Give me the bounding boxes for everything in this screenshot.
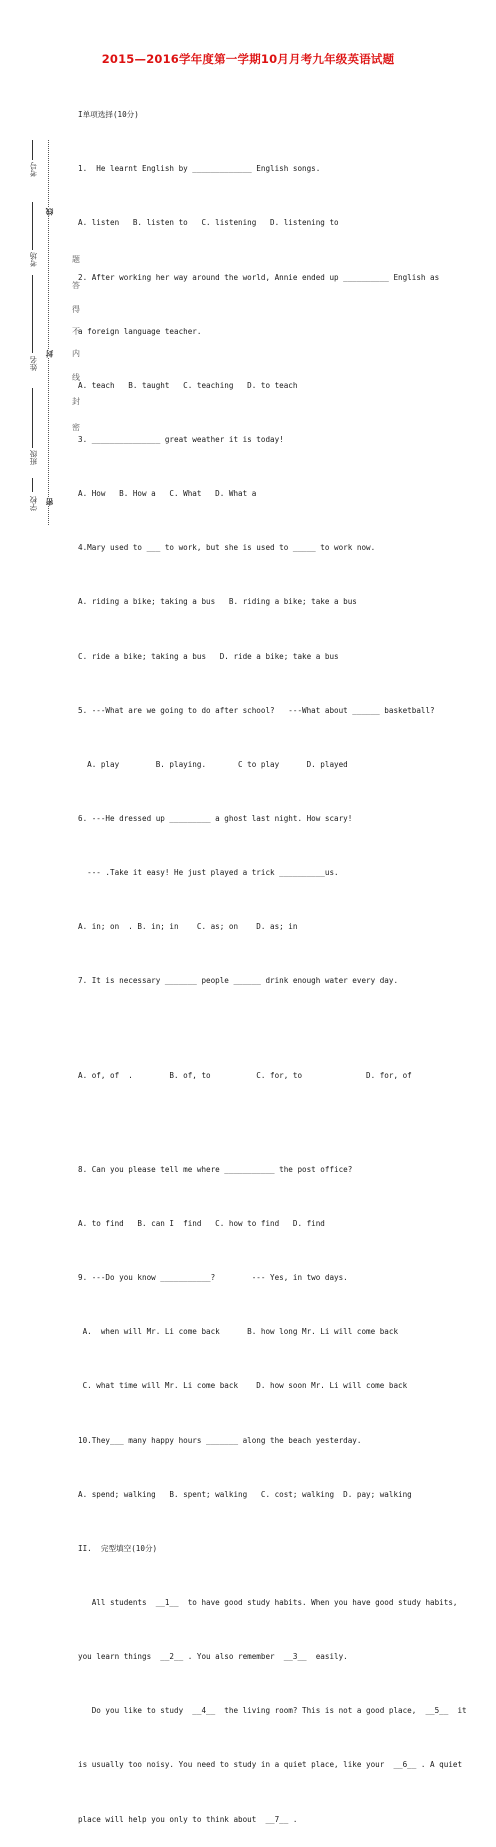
options-line: A. when will Mr. Li come back B. how long Mr. Li will come back [78, 1327, 399, 1337]
label-xingming: 姓名 [29, 356, 38, 371]
spacer [78, 1026, 473, 1030]
seal-dotted-line [48, 140, 49, 525]
question-line: a foreign language teacher. [78, 326, 202, 336]
seal-xian: 线 [45, 208, 54, 216]
underline [32, 202, 33, 250]
question-line: 10.They___ many happy hours _______ along the beach yesterday. [78, 1435, 362, 1445]
options-line: A. in; on . B. in; in C. as; on D. as; in [78, 922, 298, 932]
question-line: 7. It is necessary _______ people ______ drink enough water every day. [78, 976, 399, 986]
seal-char: 线 [72, 373, 80, 382]
question-line: 8. Can you please tell me where ___________ the post office? [78, 1164, 353, 1174]
options-line: A. listen B. listen to C. listening D. listening to [78, 218, 339, 228]
seal-char: 不 [72, 327, 80, 336]
section-heading: I单项选择(10分) [78, 110, 139, 120]
underline [32, 275, 33, 353]
options-line: A. How B. How a C. What D. What a [78, 489, 257, 499]
binding-margin [14, 140, 80, 680]
question-line: 4.Mary used to ___ to work, but she is used to _____ to work now. [78, 543, 376, 553]
exam-body [78, 70, 473, 1847]
options-line: A. play B. playing. C to play D. played [78, 759, 348, 769]
passage-line: Do you like to study __4__ the living room? This is not a good place, __5__ it [78, 1706, 467, 1716]
passage-line: you learn things __2__ . You also remember __3__ easily. [78, 1652, 348, 1662]
passage-line: place will help you only to think about __7__ . [78, 1814, 298, 1824]
label-xuexiao: 学校 [29, 496, 38, 511]
seal-char: 内 [72, 349, 80, 358]
options-line: A. of, of . B. of, to C. for, to D. for, of [78, 1070, 412, 1080]
section-heading: II. 完型填空(10分) [78, 1543, 158, 1553]
seal-mi: 密 [45, 498, 54, 506]
question-line: 2. After working her way around the world, Annie ended up __________ English as [78, 272, 440, 282]
underline [32, 140, 33, 160]
spacer [78, 1121, 473, 1125]
options-line: A. spend; walking B. spent; walking C. cost; walking D. pay; walking [78, 1489, 412, 1499]
passage-line: is usually too noisy. You need to study in a quiet place, like your __6__ . A quiet [78, 1760, 463, 1770]
question-line: 1. He learnt English by _____________ English songs. [78, 164, 321, 174]
seal-char: 答 [72, 281, 80, 290]
underline [32, 388, 33, 448]
label-kaochang: 考场 [29, 252, 38, 267]
seal-char: 题 [72, 255, 80, 264]
options-line: C. ride a bike; taking a bus D. ride a bike; take a bus [78, 651, 339, 661]
question-line: 5. ---What are we going to do after school? ---What about ______ basketball? [78, 705, 435, 715]
passage-line: All students __1__ to have good study habits. When you have good study habits, [78, 1597, 458, 1607]
question-line: --- .Take it easy! He just played a trick __________us. [78, 868, 339, 878]
label-kaohao: 考号 [29, 162, 38, 177]
seal-char: 封 [72, 397, 80, 406]
seal-char: 密 [72, 423, 80, 432]
exam-title: 2015—2016学年度第一学期10月月考九年级英语试题 [101, 52, 395, 66]
seal-char: 得 [72, 305, 80, 314]
options-line: A. to find B. can I find C. how to find D. find [78, 1218, 325, 1228]
question-line: 3. _______________ great weather it is today! [78, 434, 284, 444]
underline [32, 478, 33, 492]
question-line: 9. ---Do you know ___________? --- Yes, in two days. [78, 1273, 348, 1283]
options-line: C. what time will Mr. Li come back D. how soon Mr. Li will come back [78, 1381, 408, 1391]
options-line: A. riding a bike; taking a bus B. riding a bike; take a bus [78, 597, 357, 607]
seal-feng: 封 [45, 350, 54, 358]
label-banji: 班级 [29, 450, 38, 465]
options-line: A. teach B. taught C. teaching D. to teach [78, 380, 298, 390]
question-line: 6. ---He dressed up _________ a ghost last night. How scary! [78, 813, 353, 823]
